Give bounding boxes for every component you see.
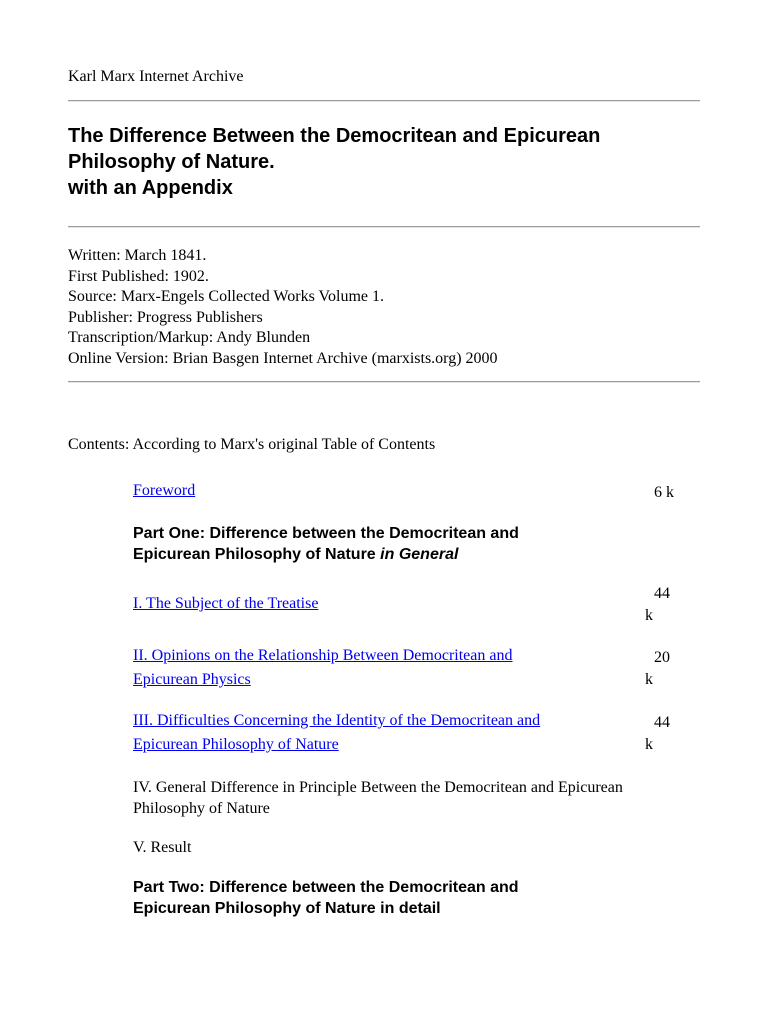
meta-source: Source: Marx-Engels Collected Works Volume 1. — [68, 288, 384, 305]
chapter-4-line: IV. General Difference in Principle Between the Democritean and Epicurean — [133, 779, 623, 796]
file-size-number: 20 — [654, 649, 670, 666]
part-heading-line: Part One: Difference between the Democritean and — [133, 525, 519, 542]
file-size-unit: k — [645, 607, 653, 624]
part-heading-line: Part Two: Difference between the Democritean and — [133, 879, 519, 896]
link-line[interactable]: Epicurean Philosophy of Nature — [133, 736, 339, 753]
meta-publisher: Publisher: Progress Publishers — [68, 308, 263, 326]
part-heading-line: Epicurean Philosophy of Nature in detail — [133, 900, 441, 917]
meta-transcription: Transcription/Markup: Andy Blunden — [68, 329, 311, 346]
part-heading-italic: in General — [380, 546, 459, 563]
title-line: Philosophy of Nature. — [68, 151, 275, 173]
toc-item-chapter-5 — [133, 837, 693, 858]
chapter-5-label: V. Result — [133, 839, 192, 856]
divider — [68, 381, 700, 383]
chapter-3-link[interactable] — [133, 712, 540, 753]
link-line[interactable]: III. Difficulties Concerning the Identity of the Democritean and — [133, 712, 541, 729]
link-line[interactable]: Epicurean Physics — [133, 671, 251, 688]
meta-online-version: Online Version: Brian Basgen Internet Archive (marxists.org) 2000 — [68, 349, 498, 367]
divider — [68, 226, 700, 228]
file-size-unit: k — [645, 736, 653, 753]
part-heading-line — [133, 544, 693, 565]
title-line: with an Appendix — [68, 177, 233, 199]
file-size-number: 44 — [654, 585, 670, 602]
meta-written: Written: March 1841. — [68, 247, 207, 264]
page-title — [68, 123, 600, 201]
archive-name: Karl Marx Internet Archive — [68, 68, 244, 85]
part-two-heading — [133, 877, 693, 919]
contents-intro: Contents: According to Marx's original Table of Contents — [68, 436, 436, 453]
part-one-heading — [133, 523, 693, 565]
chapter-1-link[interactable]: I. The Subject of the Treatise — [133, 595, 319, 612]
publication-metadata — [68, 246, 498, 369]
chapter-4-line: Philosophy of Nature — [133, 800, 270, 817]
link-line[interactable]: II. Opinions on the Relationship Between Democritean and — [133, 647, 513, 664]
toc-item-foreword — [133, 479, 693, 503]
file-size-unit: k — [645, 671, 653, 688]
meta-first-published: First Published: 1902. — [68, 267, 209, 285]
foreword-link[interactable]: Foreword — [133, 482, 196, 499]
file-size: 6 k — [654, 484, 674, 501]
file-size-number: 44 — [654, 714, 670, 731]
divider — [68, 100, 700, 102]
title-line: The Difference Between the Democritean and Epicurean — [68, 125, 601, 147]
part-heading-text: Epicurean Philosophy of Nature — [133, 546, 381, 563]
toc-item-chapter-4 — [133, 777, 693, 819]
chapter-2-link[interactable] — [133, 647, 512, 688]
